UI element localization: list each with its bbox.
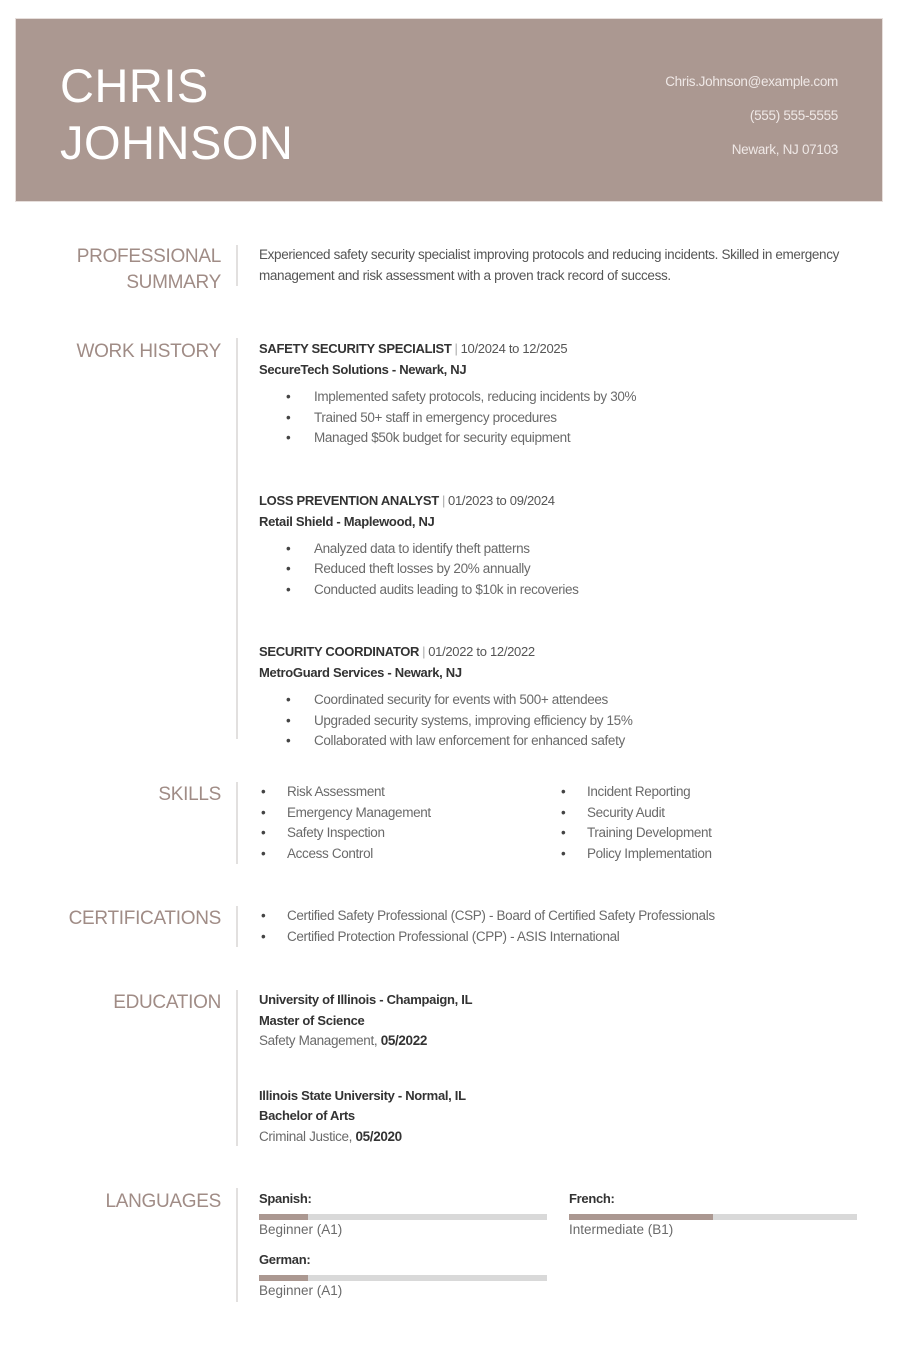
skill-item: • Policy Implementation	[559, 844, 859, 865]
certification-item: • Certified Safety Professional (CSP) - Board of Certified Safety Professionals	[259, 906, 860, 927]
job-entry	[259, 491, 860, 601]
candidate-name	[60, 57, 293, 171]
language-level: Beginner (A1)	[259, 1283, 343, 1298]
education-field-line	[259, 1031, 860, 1052]
job-separator: |	[441, 492, 446, 508]
job-bullet: • Analyzed data to identify theft patterns	[286, 539, 860, 560]
language-name: German:	[259, 1252, 311, 1267]
skill-item: • Risk Assessment	[259, 782, 559, 803]
job-entry	[259, 339, 860, 449]
language-proficiency-fill	[259, 1214, 308, 1220]
job-company: Retail Shield - Maplewood, NJ	[259, 513, 435, 529]
work-history-list	[259, 339, 860, 752]
section-title-work-history: WORK HISTORY	[76, 341, 221, 362]
education-degree: Bachelor of Arts	[259, 1108, 355, 1123]
job-dates: 10/2024 to 12/2025	[460, 341, 568, 356]
section-divider	[236, 990, 238, 1146]
job-company: MetroGuard Services - Newark, NJ	[259, 665, 462, 680]
skill-item: • Access Control	[259, 844, 559, 865]
job-bullet: • Managed $50k budget for security equipment	[286, 428, 860, 449]
last-name: JOHNSON	[60, 116, 294, 169]
education-degree: Master of Science	[259, 1012, 365, 1028]
section-title-skills: SKILLS	[158, 784, 221, 805]
job-dates: 01/2023 to 09/2024	[448, 492, 555, 508]
skill-item: • Training Development	[559, 823, 859, 844]
job-separator: |	[422, 644, 426, 659]
education-entry	[259, 1086, 860, 1148]
job-bullet: • Upgraded security systems, improving efficiency by 15%	[286, 711, 860, 732]
contact-info	[665, 65, 838, 167]
education-field-line	[259, 1127, 860, 1148]
education-field: Safety Management,	[259, 1033, 381, 1048]
language-name: French:	[569, 1191, 615, 1206]
skills-grid	[259, 782, 860, 864]
job-dates: 01/2022 to 12/2022	[428, 644, 535, 659]
language-name: Spanish:	[259, 1191, 312, 1206]
section-title-line: SUMMARY	[126, 272, 221, 293]
job-bullets	[259, 387, 860, 449]
job-bullet: • Collaborated with law enforcement for enhanced safety	[286, 731, 860, 752]
language-proficiency-bar	[259, 1214, 547, 1220]
job-entry	[259, 642, 860, 752]
language-level: Beginner (A1)	[259, 1222, 343, 1237]
email[interactable]: Chris.Johnson@example.com	[665, 74, 838, 89]
language-spanish	[259, 1190, 547, 1240]
education-list	[259, 990, 860, 1147]
language-proficiency-bar	[259, 1275, 547, 1281]
phone[interactable]: (555) 555-5555	[749, 108, 838, 123]
section-divider	[236, 906, 238, 947]
summary-text: Experienced safety security specialist improving protocols and reducing incidents. Skilled in emergency management and risk assessment with a proven track record of success.	[259, 247, 840, 283]
section-title-summary	[40, 244, 221, 296]
language-french	[569, 1190, 857, 1240]
job-header	[259, 491, 860, 511]
skill-item: • Security Audit	[559, 803, 859, 824]
job-bullet: • Coordinated security for events with 500+ attendees	[286, 690, 860, 711]
skills-column-right	[559, 782, 859, 864]
section-title-certifications: CERTIFICATIONS	[68, 908, 221, 929]
section-title-languages: LANGUAGES	[105, 1191, 221, 1212]
education-entry	[259, 990, 860, 1052]
resume-header	[15, 18, 883, 202]
job-bullet: • Reduced theft losses by 20% annually	[286, 559, 860, 580]
job-title: SAFETY SECURITY SPECIALIST	[259, 341, 452, 356]
language-proficiency-fill	[569, 1214, 713, 1220]
skill-item: • Safety Inspection	[259, 823, 559, 844]
certifications-list	[259, 906, 860, 947]
section-title-line: PROFESSIONAL	[76, 246, 221, 267]
education-school: University of Illinois - Champaign, IL	[259, 992, 473, 1007]
job-bullet: • Conducted audits leading to $10k in recoveries	[286, 580, 860, 601]
job-title: LOSS PREVENTION ANALYST	[259, 492, 439, 508]
job-title: SECURITY COORDINATOR	[259, 644, 420, 659]
language-proficiency-fill	[259, 1275, 308, 1281]
job-separator: |	[454, 341, 458, 356]
education-date: 05/2022	[380, 1033, 428, 1048]
language-level: Intermediate (B1)	[569, 1222, 674, 1237]
certification-item: • Certified Protection Professional (CPP) - ASIS International	[259, 927, 860, 948]
job-header	[259, 642, 860, 662]
section-title-education: EDUCATION	[113, 992, 221, 1013]
job-bullet: • Trained 50+ staff in emergency procedures	[286, 408, 860, 429]
section-divider	[236, 338, 238, 739]
education-field: Criminal Justice,	[259, 1128, 356, 1144]
skills-column-left	[259, 782, 559, 864]
section-divider	[236, 245, 238, 286]
job-bullet: • Implemented safety protocols, reducing incidents by 30%	[286, 387, 860, 408]
skill-item: • Emergency Management	[259, 803, 559, 824]
job-header	[259, 339, 860, 359]
language-german	[259, 1251, 547, 1301]
education-school: Illinois State University - Normal, IL	[259, 1087, 466, 1103]
education-date: 05/2020	[355, 1128, 402, 1144]
job-bullets	[259, 539, 860, 601]
section-divider	[236, 782, 238, 864]
section-divider	[236, 1188, 238, 1302]
job-bullets	[259, 690, 860, 752]
job-company: SecureTech Solutions - Newark, NJ	[259, 362, 467, 377]
language-proficiency-bar	[569, 1214, 857, 1220]
first-name: CHRIS	[60, 59, 209, 112]
skill-item: • Incident Reporting	[559, 782, 859, 803]
location: Newark, NJ 07103	[731, 142, 838, 157]
certifications-list-wrap	[259, 906, 860, 947]
